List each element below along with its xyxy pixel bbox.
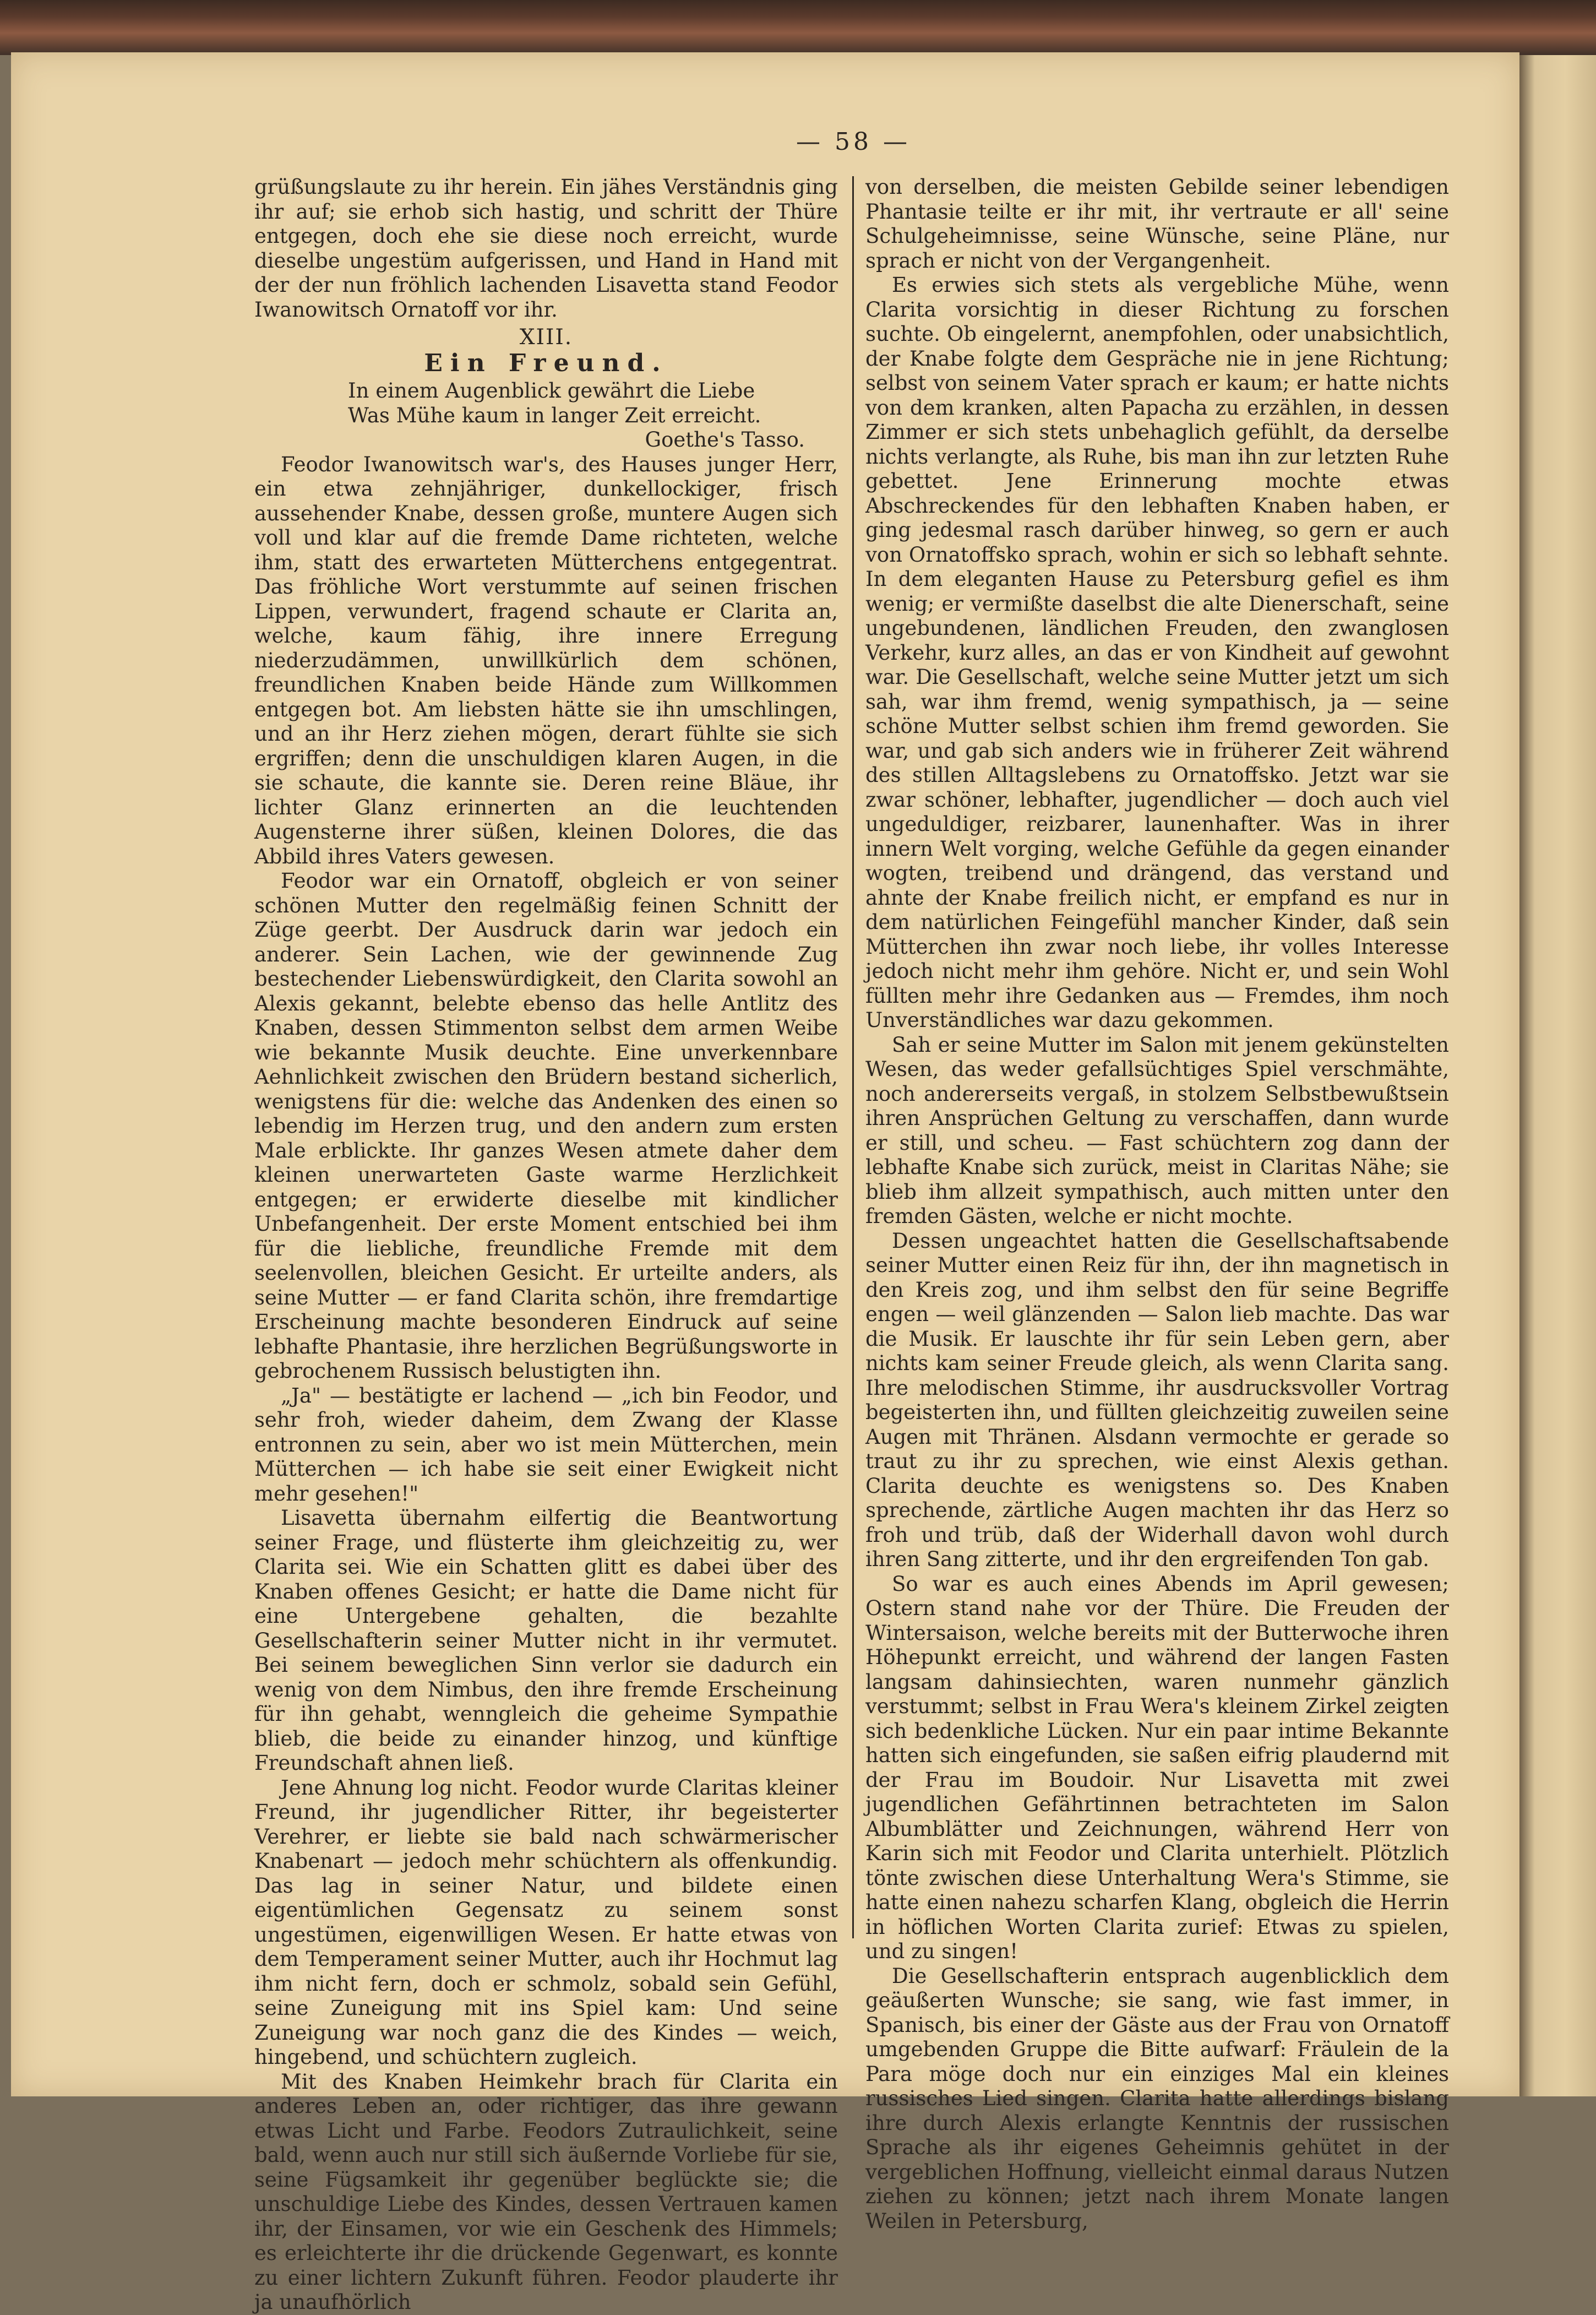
paragraph: Die Gesellschafterin entsprach augenblicklich dem geäußerten Wunsche; sie sang, wie fast immer, in Spanisch, bis einer der Gäste aus der Frau von Ornatoff umgebenden Gruppe die Bitte aufwarf: Fräulein de la Para möge doch nur ein einziges Mal ein kleines russisches Lied singen. Clarita hatte allerdings bislang ihre durch Alexis erlangte Kenntnis der russischen Sprache als ihr eigenes Geheimnis gehütet in der vergeblichen Hoffnung, vielleicht einmal daraus Nutzen ziehen zu können; jetzt nach ihrem Monate langen Weilen in Petersburg, (865, 1964, 1449, 2233)
paragraph: Lisavetta übernahm eilfertig die Beantwortung seiner Frage, und flüsterte ihm gleichzeitig zu, wer Clarita sei. Wie ein Schatten glitt es dabei über des Knaben offenes Gesicht; er hatte die Dame nicht für eine Untergebene gehalten, die bezahlte Gesellschafterin seiner Mutter nicht in ihr vermutet. Bei seinem beweglichen Sinn verlor sie dadurch ein wenig von dem Nimbus, den ihre fremde Erscheinung für ihn gehabt, wenngleich die geheime Sympathie blieb, die beide zu einander hinzog, und künftige Freundschaft ahnen ließ. (254, 1506, 838, 1775)
paragraph: Sah er seine Mutter im Salon mit jenem gekünstelten Wesen, das weder gefallsüchtiges Spiel verschmähte, noch andererseits vergaß, in stolzem Selbstbewußtsein ihren Ansprüchen Geltung zu verschaffen, dann wurde er still, und scheu. — Fast schüchtern zog dann der lebhafte Knabe sich zurück, meist in Claritas Nähe; sie blieb ihm allzeit sympathisch, auch mitten unter den fremden Gästen, welche er nicht mochte. (865, 1032, 1449, 1228)
paragraph: „Ja" — bestätigte er lachend — „ich bin Feodor, und sehr froh, wieder daheim, dem Zwang der Klasse entronnen zu sein, aber wo ist mein Mütterchen, mein Mütterchen — ich habe sie seit einer Ewigkeit nicht mehr gesehen!" (254, 1383, 838, 1506)
book-spine-edge (0, 0, 1596, 55)
paragraph: von derselben, die meisten Gebilde seiner lebendigen Phantasie teilte er ihr mit, ihr vertraute er all' seine Schulgeheimnisse, seine Wünsche, seine Pläne, nur sprach er nicht von der Vergangenheit. (865, 175, 1449, 273)
intro-paragraph: grüßungslaute zu ihr herein. Ein jähes Verständnis ging ihr auf; sie erhob sich hastig, und schritt der Thüre entgegen, doch ehe sie diese noch erreicht, wurde dieselbe ungestüm aufgerissen, und Hand in Hand mit der der nun fröhlich lachenden Lisavetta stand Feodor Iwanowitsch Ornatoff vor ihr. (254, 175, 838, 322)
left-column (254, 175, 838, 2314)
paragraph: Jene Ahnung log nicht. Feodor wurde Claritas kleiner Freund, ihr jugendlicher Ritter, ihr begeisterter Verehrer, er liebte sie bald nach schwärmerischer Knabenart — jedoch mehr schüchtern als offenkundig. Das lag in seiner Natur, und bildete einen eigentümlichen Gegensatz zu seinem sonst ungestümen, eigenwilligen Wesen. Er hatte etwas von dem Temperament seiner Mutter, auch ihr Hochmut lag ihm nicht fern, doch er schmolz, sobald sein Gefühl, seine Zuneigung mit ins Spiel kam: Und seine Zuneigung war noch ganz die des Kindes — weich, hingebend, und schüchtern zugleich. (254, 1775, 838, 2069)
paragraph: Dessen ungeachtet hatten die Gesellschaftsabende seiner Mutter einen Reiz für ihn, der ihn magnetisch in den Kreis zog, und ihm selbst den für seine Begriffe engen — weil glänzenden — Salon lieb machte. Das war die Musik. Er lauschte ihr für sein Leben gern, aber nichts kam seiner Freude gleich, als wenn Clarita sang. Ihre melodischen Stimme, ihr ausdrucksvoller Vortrag begeisterten ihn, und füllten gleichzeitig zuweilen seine Augen mit Thränen. Alsdann vermochte er gerade so traut zu ihr zu sprechen, wie einst Alexis gethan. Clarita deuchte es wenigstens so. Des Knaben sprechende, zärtliche Augen machten ihr das Herz so froh und trüb, daß der Widerhall davon wohl durch ihren Sang zitterte, und ihr den ergreifenden Ton gab. (865, 1229, 1449, 1571)
paragraph: Es erwies sich stets als vergebliche Mühe, wenn Clarita vorsichtig in dieser Richtung zu forschen suchte. Ob eingelernt, anempfohlen, oder unabsichtlich, der Knabe folgte dem Gespräche nie in jene Richtung; selbst von seinem Vater sprach er kaum; er hatte nichts von dem kranken, alten Papacha zu erzählen, in dessen Zimmer er sich stets unbehaglich gefühlt, da derselbe nichts verlangte, als Ruhe, bis man ihn zur letzten Ruhe gebettet. Jene Erinnerung mochte etwas Abschreckendes für den lebhaften Knaben haben, er ging jedesmal rasch darüber hinweg, so gern er auch von Ornatoffsko sprach, wohin er sich so lebhaft sehnte. In dem eleganten Hause zu Petersburg gefiel es ihm wenig; er vermißte daselbst die alte Dienerschaft, seine ungebundenen, ländlichen Freuden, den zwanglosen Verkehr, kurz alles, an das er von Kindheit auf gewohnt war. Die Gesellschaft, welche seine Mutter jetzt um sich sah, war ihm fremd, wenig sympathisch, ja — seine schöne Mutter selbst schien ihm fremd geworden. Sie war, und gab sich anders wie in früherer Zeit während des stillen Alltagslebens zu Ornatoffsko. Jetzt war sie zwar schöner, lebhafter, jugendlicher — doch auch viel ungeduldiger, reizbarer, launenhafter. Was in ihrer innern Welt vorging, welche Gefühle da gegen einander wogten, treibend und drängend, das verstand und ahnte der Knabe freilich nicht, er empfand es nur in dem natürlichen Feingefühl mancher Kinder, daß sein Mütterchen ihn zwar noch liebe, ihr volles Interesse jedoch nicht mehr ihm gehöre. Nicht er, und sein Wohl füllten mehr ihre Gedanken aus — Fremdes, ihm noch Unverständliches war dazu gekommen. (865, 273, 1449, 1032)
chapter-number: XIII. (519, 325, 573, 350)
facing-page-edge (1519, 55, 1596, 2096)
paragraph: Feodor Iwanowitsch war's, des Hauses junger Herr, ein etwa zehnjähriger, dunkellockiger, frisch aussehender Knabe, dessen große, muntere Augen sich voll und klar auf die fremde Dame richteten, welche ihm, statt des erwarteten Mütterchens entgegentrat. Das fröhliche Wort verstummte auf seinen frischen Lippen, verwundert, fragend schaute er Clarita an, welche, kaum fähig, ihre innere Erregung niederzudämmen, unwillkürlich dem schönen, freundlichen Knaben beide Hände zum Willkommen entgegen bot. Am liebsten hätte sie ihn umschlingen, und an ihr Herz ziehen mögen, derart fühlte sie sich ergriffen; denn die unschuldigen klaren Augen, in die sie schaute, die kannte sie. Deren reine Bläue, ihr lichter Glanz erinnerten an die leuchtenden Augensterne ihrer süßen, kleinen Dolores, die das Abbild ihres Vaters gewesen. (254, 452, 838, 868)
motto-line: In einem Augenblick gewährt die Liebe (348, 379, 755, 403)
motto-source: Goethe's Tasso. (645, 428, 805, 452)
right-column (865, 175, 1449, 2233)
column-divider (852, 176, 854, 1938)
page-number: — 58 — (796, 128, 911, 156)
paragraph: Mit des Knaben Heimkehr brach für Clarita ein anderes Leben an, oder richtiger, das ihre gewann etwas Licht und Farbe. Feodors Zutraulichkeit, seine bald, wenn auch nur still sich äußernde Vorliebe für sie, seine Fügsamkeit ihr gegenüber beglückte sie; die unschuldige Liebe des Kindes, dessen Vertrauen kamen ihr, der Einsamen, vor wie ein Geschenk des Himmels; es erleichterte ihr die drückende Gegenwart, es konnte zu einer lichtern Zukunft führen. Feodor plauderte ihr ja unaufhörlich (254, 2069, 838, 2314)
chapter-title: Ein Freund. (424, 349, 668, 377)
paragraph: Feodor war ein Ornatoff, obgleich er von seiner schönen Mutter den regelmäßig feinen Schnitt der Züge geerbt. Der Ausdruck darin war jedoch ein anderer. Sein Lachen, wie der gewinnende Zug bestechender Liebenswürdigkeit, den Clarita sowohl an Alexis gekannt, belebte ebenso das helle Antlitz des Knaben, dessen Stimmenton selbst dem armen Weibe wie bekannte Musik deuchte. Eine unverkennbare Aehnlichkeit zwischen den Brüdern bestand sicherlich, wenigstens für die: welche das Andenken des einen so lebendig im Herzen trug, und den andern zum ersten Male erblickte. Ihr ganzes Wesen atmete daher dem kleinen unerwarteten Gaste warme Herzlichkeit entgegen; er erwiderte dieselbe mit kindlicher Unbefangenheit. Der erste Moment entschied bei ihm für die liebliche, freundliche Fremde mit dem seelenvollen, bleichen Gesicht. Er urteilte anders, als seine Mutter — er fand Clarita schön, ihre fremdartige Erscheinung machte besonderen Eindruck auf seine lebhafte Phantasie, ihre herzlichen Begrüßungsworte in gebrochenem Russisch belustigten ihn. (254, 869, 838, 1383)
motto-line: Was Mühe kaum in langer Zeit erreicht. (348, 403, 761, 427)
paragraph: So war es auch eines Abends im April gewesen; Ostern stand nahe vor der Thüre. Die Freuden der Wintersaison, welche bereits mit der Butterwoche ihren Höhepunkt erreicht, und während der langen Fasten langsam dahinsiechten, waren nunmehr gänzlich verstummt; selbst in Frau Wera's kleinem Zirkel zeigten sich bedenkliche Lücken. Nur ein paar intime Bekannte hatten sich eingefunden, sie saßen eifrig plaudernd mit der Frau im Boudoir. Nur Lisavetta mit zwei jugendlichen Gefährtinnen betrachteten im Salon Albumblätter und Zeichnungen, während Herr von Karin sich mit Feodor und Clarita unterhielt. Plötzlich tönte zwischen diese Unterhaltung Wera's Stimme, sie hatte einen nahezu scharfen Klang, obgleich die Herrin in höflichen Worten Clarita zurief: Etwas zu spielen, und zu singen! (865, 1572, 1449, 1963)
